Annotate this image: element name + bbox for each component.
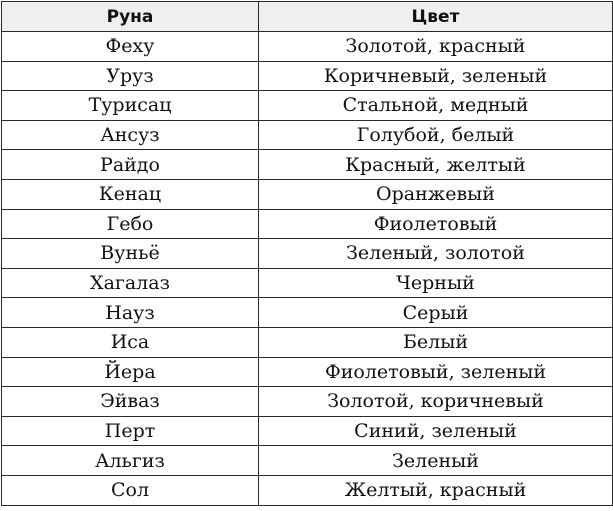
table-row [2, 387, 613, 417]
rune-name: Науз [2, 298, 259, 328]
rune-color-table [1, 1, 613, 506]
rune-color: Зеленый, золотой [259, 239, 613, 269]
table-row [2, 61, 613, 91]
rune-name: Эйваз [2, 387, 259, 417]
table-row [2, 32, 613, 62]
table-row [2, 327, 613, 357]
rune-name: Сол [2, 475, 259, 505]
table-row [2, 475, 613, 505]
table-row [2, 150, 613, 180]
table-row [2, 209, 613, 239]
table-row [2, 239, 613, 269]
rune-color: Фиолетовый, зеленый [259, 357, 613, 387]
rune-color: Коричневый, зеленый [259, 61, 613, 91]
rune-name: Турисац [2, 91, 259, 121]
rune-color: Серый [259, 298, 613, 328]
table-row [2, 268, 613, 298]
rune-name: Перт [2, 416, 259, 446]
table-row [2, 179, 613, 209]
rune-color: Фиолетовый [259, 209, 613, 239]
rune-name: Хагалаз [2, 268, 259, 298]
rune-name: Альгиз [2, 446, 259, 476]
rune-name: Иса [2, 327, 259, 357]
table-row [2, 298, 613, 328]
rune-color: Черный [259, 268, 613, 298]
table-row [2, 91, 613, 121]
rune-name: Гебо [2, 209, 259, 239]
table-body [2, 32, 613, 506]
rune-color: Белый [259, 327, 613, 357]
rune-name: Вуньё [2, 239, 259, 269]
rune-color: Красный, желтый [259, 150, 613, 180]
rune-color: Зеленый [259, 446, 613, 476]
rune-color: Оранжевый [259, 179, 613, 209]
rune-name: Райдо [2, 150, 259, 180]
rune-name: Феху [2, 32, 259, 62]
rune-color: Синий, зеленый [259, 416, 613, 446]
table-row [2, 446, 613, 476]
rune-color: Золотой, коричневый [259, 387, 613, 417]
rune-color: Стальной, медный [259, 91, 613, 121]
rune-color: Желтый, красный [259, 475, 613, 505]
rune-name: Кенац [2, 179, 259, 209]
rune-name: Уруз [2, 61, 259, 91]
table-header [2, 2, 613, 32]
rune-name: Йера [2, 357, 259, 387]
header-rune: Руна [2, 2, 259, 32]
rune-color: Голубой, белый [259, 120, 613, 150]
rune-name: Ансуз [2, 120, 259, 150]
table-row [2, 357, 613, 387]
table-row [2, 416, 613, 446]
header-row [2, 2, 613, 32]
table-row [2, 120, 613, 150]
header-color: Цвет [259, 2, 613, 32]
rune-color: Золотой, красный [259, 32, 613, 62]
